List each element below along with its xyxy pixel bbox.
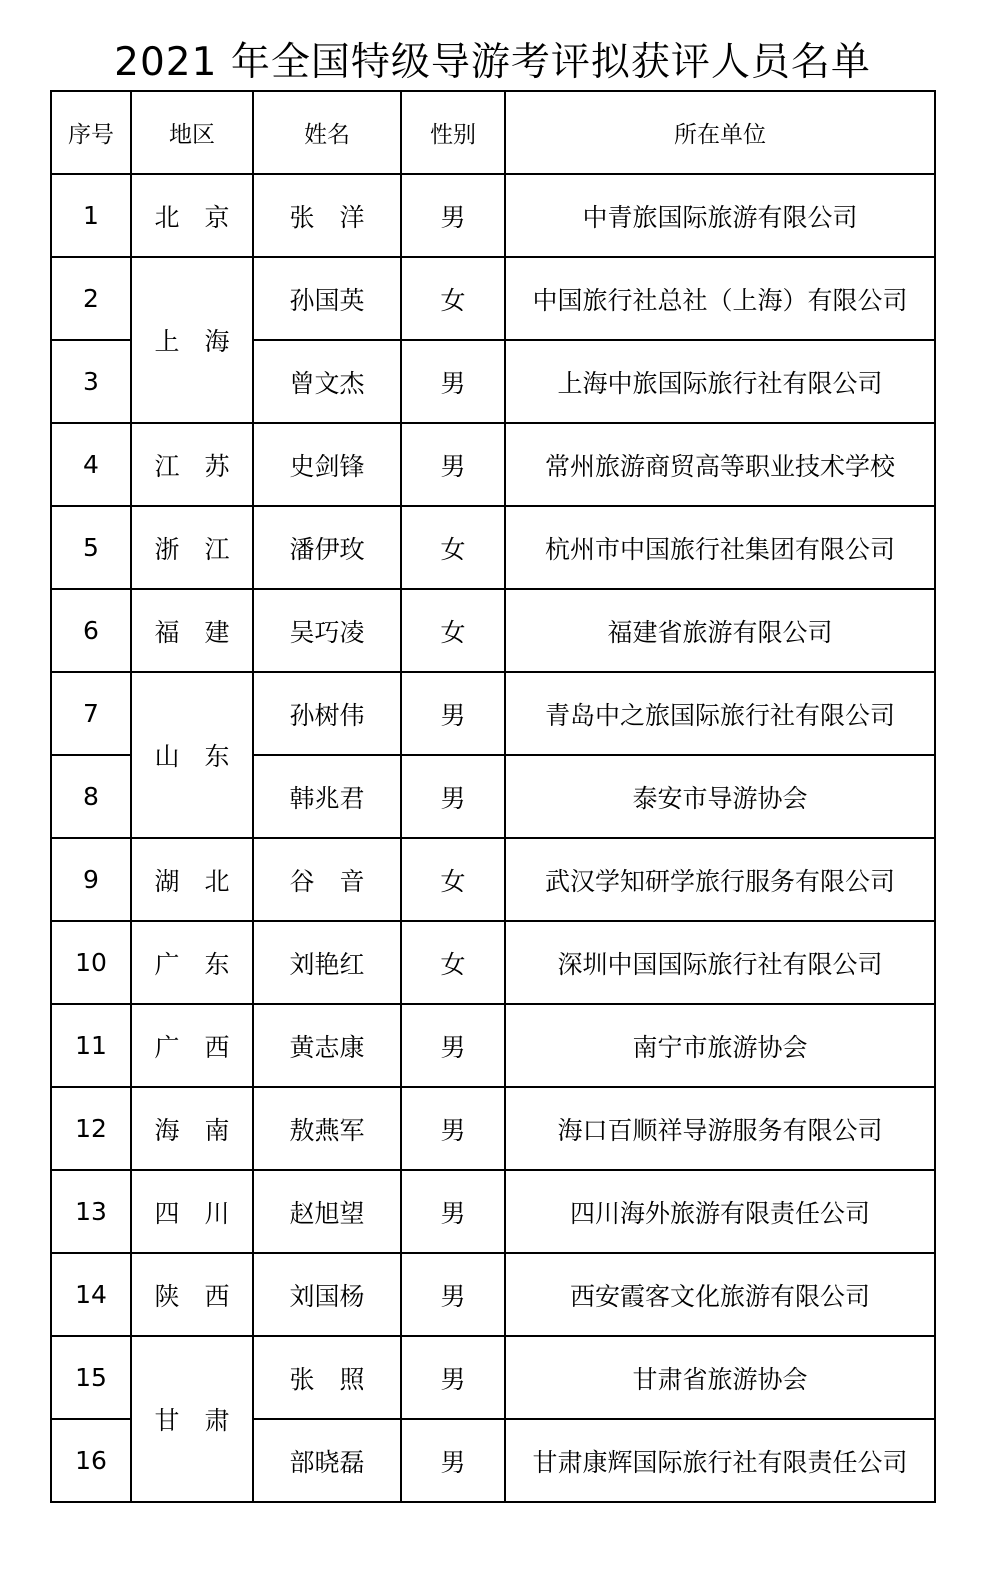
organization-cell: 深圳中国国际旅行社有限公司 [505,921,935,1004]
person-name: 史剑锋 [253,423,401,506]
row-index: 12 [51,1087,131,1170]
person-name: 张 洋 [253,174,401,257]
region-cell: 广 西 [131,1004,253,1087]
row-index: 4 [51,423,131,506]
row-index: 5 [51,506,131,589]
gender-cell: 男 [401,1336,505,1419]
row-index: 9 [51,838,131,921]
gender-cell: 女 [401,921,505,1004]
region-cell: 海 南 [131,1087,253,1170]
header-index: 序号 [51,91,131,174]
row-index: 10 [51,921,131,1004]
organization-cell: 福建省旅游有限公司 [505,589,935,672]
person-name: 赵旭望 [253,1170,401,1253]
table-row [51,672,935,755]
gender-cell: 女 [401,257,505,340]
person-name: 部晓磊 [253,1419,401,1502]
header-gender: 性别 [401,91,505,174]
organization-cell: 上海中旅国际旅行社有限公司 [505,340,935,423]
region-cell: 湖 北 [131,838,253,921]
gender-cell: 女 [401,589,505,672]
region-cell: 甘 肃 [131,1336,253,1502]
gender-cell: 男 [401,755,505,838]
header-name: 姓名 [253,91,401,174]
person-name: 刘国杨 [253,1253,401,1336]
table-row [51,1336,935,1419]
row-index: 15 [51,1336,131,1419]
row-index: 6 [51,589,131,672]
region-cell: 福 建 [131,589,253,672]
gender-cell: 男 [401,1004,505,1087]
organization-cell: 泰安市导游协会 [505,755,935,838]
gender-cell: 男 [401,1087,505,1170]
region-cell: 北 京 [131,174,253,257]
row-index: 3 [51,340,131,423]
region-cell: 上 海 [131,257,253,423]
gender-cell: 女 [401,506,505,589]
row-index: 11 [51,1004,131,1087]
person-name: 刘艳红 [253,921,401,1004]
row-index: 2 [51,257,131,340]
organization-cell: 四川海外旅游有限责任公司 [505,1170,935,1253]
row-index: 13 [51,1170,131,1253]
person-name: 黄志康 [253,1004,401,1087]
gender-cell: 男 [401,1253,505,1336]
header-row [51,91,935,174]
table-row [51,423,935,506]
organization-cell: 海口百顺祥导游服务有限公司 [505,1087,935,1170]
organization-cell: 常州旅游商贸高等职业技术学校 [505,423,935,506]
organization-cell: 武汉学知研学旅行服务有限公司 [505,838,935,921]
region-cell: 陕 西 [131,1253,253,1336]
table-row [51,1087,935,1170]
organization-cell: 甘肃康辉国际旅行社有限责任公司 [505,1419,935,1502]
gender-cell: 男 [401,1170,505,1253]
header-organization: 所在单位 [505,91,935,174]
organization-cell: 甘肃省旅游协会 [505,1336,935,1419]
person-name: 吴巧凌 [253,589,401,672]
row-index: 16 [51,1419,131,1502]
person-name: 潘伊玫 [253,506,401,589]
gender-cell: 男 [401,340,505,423]
table-row [51,174,935,257]
row-index: 14 [51,1253,131,1336]
gender-cell: 男 [401,672,505,755]
gender-cell: 男 [401,423,505,506]
table-row [51,589,935,672]
region-cell: 江 苏 [131,423,253,506]
roster-table [50,90,936,1503]
region-cell: 广 东 [131,921,253,1004]
person-name: 孙树伟 [253,672,401,755]
table-row [51,257,935,340]
region-cell: 山 东 [131,672,253,838]
organization-cell: 西安霞客文化旅游有限公司 [505,1253,935,1336]
organization-cell: 中国旅行社总社（上海）有限公司 [505,257,935,340]
header-region: 地区 [131,91,253,174]
organization-cell: 青岛中之旅国际旅行社有限公司 [505,672,935,755]
row-index: 7 [51,672,131,755]
table-row [51,838,935,921]
region-cell: 四 川 [131,1170,253,1253]
gender-cell: 男 [401,1419,505,1502]
document-title: 2021 年全国特级导游考评拟获评人员名单 [114,40,871,85]
organization-cell: 杭州市中国旅行社集团有限公司 [505,506,935,589]
table-row [51,506,935,589]
person-name: 孙国英 [253,257,401,340]
table-row [51,1004,935,1087]
gender-cell: 女 [401,838,505,921]
organization-cell: 南宁市旅游协会 [505,1004,935,1087]
table-row [51,1253,935,1336]
person-name: 曾文杰 [253,340,401,423]
row-index: 1 [51,174,131,257]
table-row [51,1170,935,1253]
row-index: 8 [51,755,131,838]
person-name: 张 照 [253,1336,401,1419]
organization-cell: 中青旅国际旅游有限公司 [505,174,935,257]
person-name: 谷 音 [253,838,401,921]
person-name: 韩兆君 [253,755,401,838]
region-cell: 浙 江 [131,506,253,589]
gender-cell: 男 [401,174,505,257]
table-row [51,921,935,1004]
person-name: 敖燕军 [253,1087,401,1170]
